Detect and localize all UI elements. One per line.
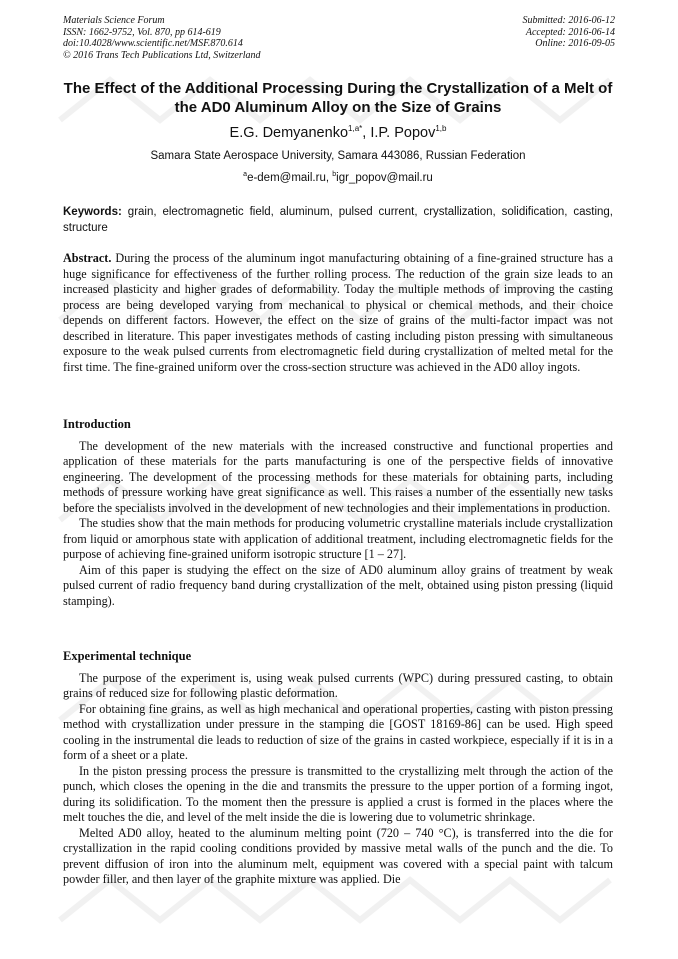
paragraph: The purpose of the experiment is, using weak pulsed currents (WPC) during pressured casting, to obtain grains of reduced size for following plastic deformation.	[63, 670, 613, 700]
paragraph: The studies show that the main methods for producing volumetric crystalline materials include crystallization from liquid or amorphous state with application of additional treatment, including electromagnetic fields for the purpose of achieving fine-grained uniform isotropic structure [1 – 27].	[63, 516, 613, 561]
affiliation: Samara State Aerospace University, Samara 443086, Russian Federation	[150, 150, 526, 162]
author-name: I.P. Popov	[370, 125, 436, 141]
paragraph: For obtaining fine grains, as well as high mechanical and operational properties, casting with piston pressing method with crystallization under pressure in the stamping die [GOST 18169-86] can be used. High speed cooling in the instrumental die leads to reduction of size of the grains in casted workpiece, especially if it is in a form of a sheet or a plate.	[63, 701, 613, 762]
email-mark: b	[332, 171, 337, 178]
author-name: E.G. Demyanenko	[229, 125, 349, 141]
online-date: Online: 2016-09-05	[535, 38, 615, 49]
introduction-section	[63, 417, 613, 609]
journal-name: Materials Science Forum	[63, 15, 165, 26]
issn-line: ISSN: 1662-9752, Vol. 870, pp 614-619	[63, 26, 221, 38]
copyright-line: © 2016 Trans Tech Publications Ltd, Switzerland	[63, 49, 261, 61]
submitted-date: Submitted: 2016-06-12	[522, 15, 615, 26]
author-separator: ,	[362, 125, 371, 141]
email-link[interactable]: e-dem@mail.ru	[247, 172, 326, 184]
email-link[interactable]: igr_popov@mail.ru	[336, 172, 433, 184]
journal-info	[63, 15, 261, 61]
paragraph: In the piston pressing process the pressure is transmitted to the crystallizing melt through the action of the punch, which closes the opening in the die and transmits the pressure to the upper portion of a forming ingot, during its solidification. To the moment then the pressure is applied a crust is formed in the places where the melt touches the die, and level of the melt inside the die is lowering due to volumetric shrinkage.	[63, 763, 613, 824]
author-affiliation-mark: 1,b	[435, 124, 447, 133]
paragraph: Aim of this paper is studying the effect on the size of AD0 aluminum alloy grains of treatment by weak pulsed current of radio frequency band during crystallization of the melt, obtained using piston pressing (liquid stamping).	[63, 562, 613, 608]
accepted-date: Accepted: 2016-06-14	[525, 26, 615, 38]
keywords	[63, 205, 613, 236]
author-emails	[63, 171, 613, 184]
publication-dates	[523, 15, 616, 50]
email-separator: ,	[325, 172, 333, 184]
email-mark: a	[243, 171, 248, 178]
author-affiliation-mark: 1,a*	[348, 124, 363, 133]
abstract-text: During the process of the aluminum ingot manufacturing obtaining of a fine-grained structure has a huge significance for effectiveness of the further rolling process. The reduction of the grain size leads to an increased plasticity and higher grades of deformability. Today the multiple methods of improving the casting process are being developed varying from mechanical to physical or chemical methods, and their choice depends on different factors. However, the effect on the size of grains of the multi-factor impact was not described in literature. This paper investigates methods of casting including piston pressing with simultaneous exposure to the weak pulsed currents from electromagnetic field during crystallization of melted metal for the first time. The fine-grained uniform over the cross-section structure was achieved in the AD0 alloy ingots.	[63, 251, 614, 374]
keywords-label: Keywords:	[63, 206, 122, 218]
doi-line: doi:10.4028/www.scientific.net/MSF.870.614	[63, 38, 243, 49]
paper-title: The Effect of the Additional Processing During the Crystallization of a Melt of the AD0 Aluminum Alloy on the Size of Grains	[63, 80, 613, 116]
abstract-label: Abstract.	[63, 251, 112, 265]
experimental-section	[63, 649, 613, 888]
section-heading: Experimental technique	[63, 649, 192, 663]
section-heading: Introduction	[63, 417, 131, 431]
paragraph: The development of the new materials with the increased constructive and functional properties and application of these materials for the parts manufacturing is one of the perspective fields of innovative engineering. The development of the processing methods for these materials for obtaining parts, including methods of pressure working have great significance as well. This raises a number of the essentially new tasks before the specialists involved in the development of new technologies and their implementations in production.	[63, 438, 613, 515]
keywords-text: grain, electromagnetic field, aluminum, pulsed current, crystallization, solidification, casting, structure	[63, 206, 613, 234]
paragraph: Melted AD0 alloy, heated to the aluminum melting point (720 – 740 °C), is transferred into the die for crystallization in the rapid cooling conditions provided by massive metal walls of the punch and the die. To prevent diffusion of iron into the aluminum melt, equipment was covered with a special paint with talcum powder filler, and then layer of the graphite mixture was applied. Die	[63, 825, 613, 886]
abstract	[63, 251, 613, 375]
author-list	[63, 124, 613, 141]
